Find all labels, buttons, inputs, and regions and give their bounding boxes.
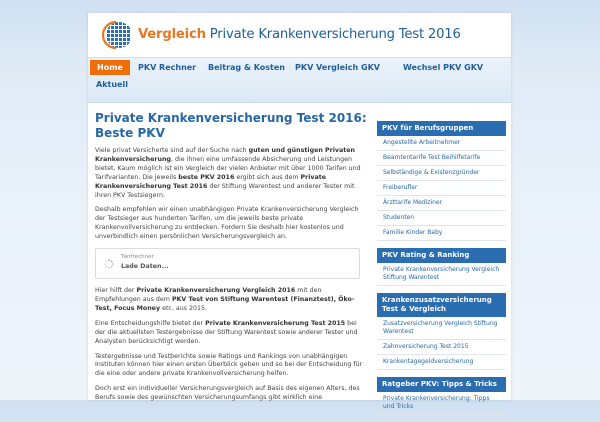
text: etc. aus 2015. (160, 304, 208, 312)
test-results-paragraph: Testergebnisse und Testberichte sowie Ratings und Rankings von unabhängigen Instituten können hier einen ersten Überblick geben und so bei der Entscheidung für die eine oder andere private Krankenvollversicherung helfen. (95, 352, 363, 378)
sidebar-link[interactable]: Selbständige & Existenzgründer (377, 166, 506, 181)
sidebar-link[interactable]: Beamtentarife Test Beihilfetarife (377, 151, 506, 166)
text: ergibt sich aus dem (234, 173, 301, 181)
sidebar-link[interactable]: Zusatzversicherung Vergleich Stiftung Warentest (377, 317, 506, 340)
sidebar-list (377, 317, 506, 370)
individual-comparison-paragraph: Doch erst ein individueller Versicherungsvergleich auf Basis des eigenen Alters, des Berufs sowie des gewünschten Versicherungsumfangs gibt wirklich eine (95, 385, 360, 402)
text: Eine Entscheidungshilfe bietet der (95, 319, 206, 327)
nav-aktuell[interactable]: Aktuell (96, 80, 128, 89)
text: , die ihnen eine umfassende Absicherung und Leistungen bietet. Kaum möglich ist ein Vergleich der vielen Anbieter mit über 1000 Tarifen und Tarifvarianten. Die jeweils (95, 155, 361, 181)
sidebar-link[interactable]: Studenten (377, 211, 506, 226)
site-header (88, 13, 511, 57)
nav-pkv-rechner[interactable]: PKV Rechner (138, 63, 197, 72)
site-title-rest: Private Krankenversicherung Test 2016 (205, 27, 461, 42)
sidebar-box-title: PKV Rating & Ranking (377, 248, 506, 263)
nav-wechsel-pkv-gkv[interactable]: Wechsel PKV GKV (403, 63, 484, 72)
bold-text: beste PKV 2016 (178, 173, 235, 181)
bold-text: Private Krankenversicherung Vergleich 2016 (136, 287, 296, 295)
globe-logo-icon[interactable] (102, 19, 134, 51)
sidebar-box-title: PKV für Berufsgruppen (377, 121, 506, 136)
sidebar-list (377, 392, 506, 415)
sidebar-box-rating (377, 248, 506, 286)
decision-paragraph (95, 320, 367, 347)
page-title: Private Krankenversicherung Test 2016: Beste PKV (95, 111, 367, 140)
bold-text: guten und günstigen Privaten Krankenversicherung (95, 147, 356, 163)
site-title-brand: Vergleich (138, 27, 206, 42)
main-nav (88, 57, 511, 103)
bold-text: Private Krankenversicherung Test 2015 (205, 319, 346, 327)
loading-spinner-icon (104, 259, 114, 269)
sidebar-link[interactable]: Angestellte Arbeitnehmer (377, 136, 506, 151)
text: mit den Empfehlungen aus dem (95, 287, 322, 303)
sidebar-box-berufsgruppen (377, 121, 506, 241)
nav-home[interactable]: Home (90, 60, 130, 75)
sidebar-box-title: Ratgeber PKV: Tipps & Tricks (377, 377, 506, 392)
comparison-paragraph (95, 287, 367, 314)
text: Hier hilft der (95, 287, 137, 295)
nav-pkv-vergleich-gkv[interactable]: PKV Vergleich GKV (295, 63, 380, 72)
page-wrapper (88, 13, 511, 410)
bold-text: Private Krankenversicherung Test 2016 (95, 173, 327, 190)
text: der Stiftung Warentest und anderer Tester mit ihren PKV Testsiegern. (95, 182, 355, 199)
sidebar-link[interactable]: Krankentagegeldversicherung (377, 355, 506, 370)
sidebar-link[interactable]: Private Krankenversicherung Vergleich Stiftung Warentest (377, 263, 506, 286)
sidebar-link[interactable]: Private Krankenversicherung: Tipps und Tricks (377, 392, 506, 415)
widget-loading-text: Lade Daten... (121, 263, 169, 271)
sidebar-box-ratgeber (377, 377, 506, 415)
sidebar-list (377, 263, 506, 286)
site-title[interactable] (138, 27, 461, 42)
text: Viele privat Versicherte sind auf der Suche nach (95, 147, 249, 154)
sidebar-link[interactable]: Familie Kinder Baby (377, 226, 506, 241)
text: bei der die aktuellsten Testergebnisse der Stiftung Warentest sowie anderer Tester und Analysten berücksichtigt werden. (95, 319, 358, 345)
sidebar-link[interactable]: Zahnversicherung Test 2015 (377, 340, 506, 355)
sidebar-link[interactable]: Freiberufler (377, 181, 506, 196)
bold-text: PKV Test von Stiftung Warentest (Finanztest), Öko-Test, Focus Money (95, 295, 355, 312)
sidebar-link[interactable]: Ärzttarife Mediziner (377, 196, 506, 211)
sidebar-box-zusatzversicherung (377, 293, 506, 370)
main-content (95, 111, 367, 400)
intro-paragraph (95, 147, 367, 200)
recommendation-paragraph: Deshalb empfehlen wir einen unabhängigen Private Krankenversicherung Vergleich der Testsieger aus hunderten Tarifen, um die jeweils beste private Krankenvollversicherung zu entdecken. Fordern Sie deshalb hier kostenlos und unverbindlich einen persönlichen Versicherungsvergleich an. (95, 206, 359, 241)
nav-beitrag-kosten[interactable]: Beitrag & Kosten (208, 63, 285, 72)
sidebar-box-title: Krankenzusatzversicherung Test & Vergleich (377, 293, 506, 317)
sidebar-list (377, 136, 506, 241)
widget-caption: Tarifrechner (121, 254, 154, 261)
tariff-calculator-widget[interactable] (95, 248, 360, 279)
sidebar (377, 121, 506, 422)
